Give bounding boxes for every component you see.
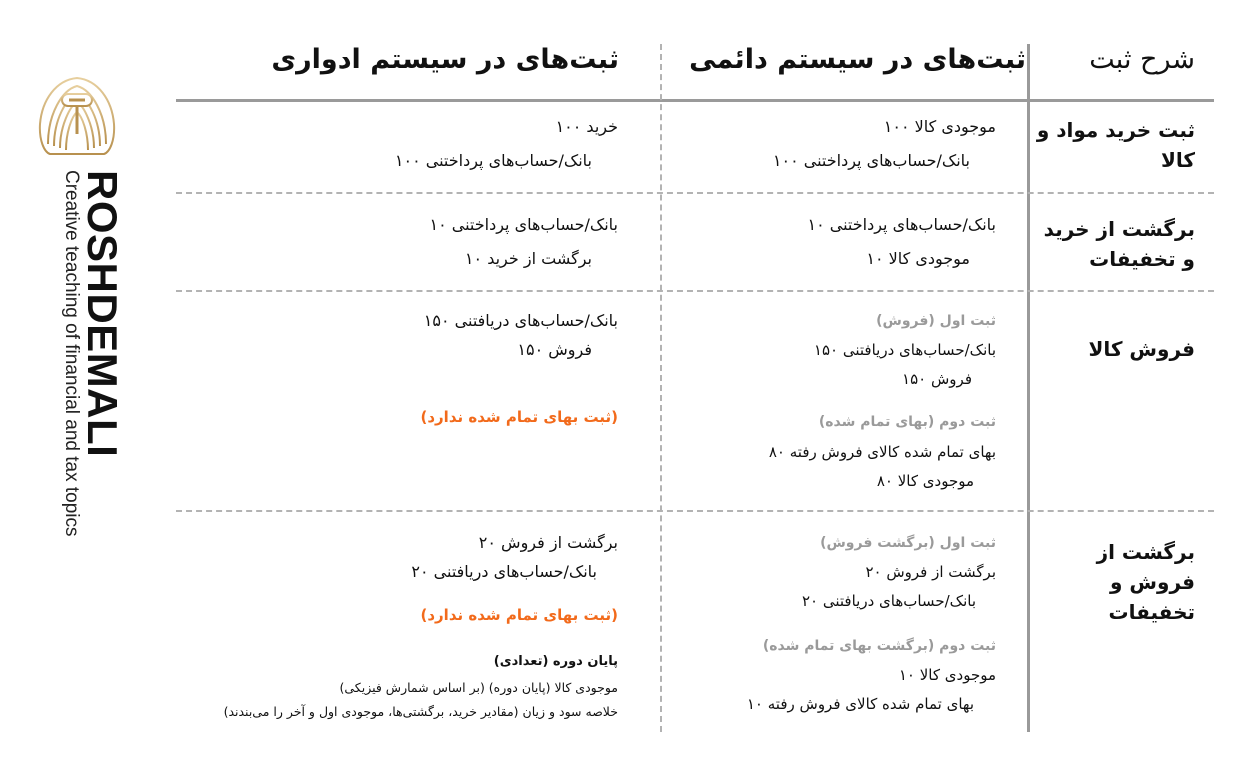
perpetual-subheading: ثبت دوم (برگشت بهای تمام شده)	[762, 638, 996, 654]
header-divider	[176, 99, 1214, 102]
column-divider-systems	[660, 44, 662, 732]
perpetual-line: بانک/حساب‌های دریافتنی ۱۵۰	[813, 341, 996, 359]
perpetual-line: بانک/حساب‌های پرداختنی ۱۰	[807, 215, 996, 234]
brand-name: ROSHDEMALI	[79, 170, 126, 458]
perpetual-subheading: ثبت دوم (بهای تمام شده)	[818, 414, 996, 430]
perpetual-line: موجودی کالا ۱۰	[866, 249, 970, 268]
row-label-sales: فروش کالا	[1088, 337, 1195, 361]
row-label-sales-return: برگشت از فروش و تخفیفات	[1096, 540, 1195, 624]
row-label-purchase: ثبت خرید مواد و کالا	[1036, 118, 1195, 172]
periodic-line: بانک/حساب‌های پرداختنی ۱۰۰	[394, 151, 592, 170]
periodic-line: بانک/حساب‌های دریافتنی ۱۵۰	[423, 311, 618, 330]
header-description: شرح ثبت	[1089, 44, 1195, 75]
perpetual-line: برگشت از فروش ۲۰	[865, 563, 996, 581]
perpetual-subheading: ثبت اول (فروش)	[876, 313, 996, 329]
roshdemali-logo-icon	[36, 74, 118, 158]
periodic-line: بانک/حساب‌های دریافتنی ۲۰	[411, 562, 597, 581]
perpetual-line: فروش ۱۵۰	[902, 370, 972, 388]
row-divider-2	[176, 290, 1214, 292]
period-end-line: خلاصه سود و زیان (مقادیر خرید، برگشتی‌ها، موجودی اول و آخر را می‌بندند)	[223, 704, 618, 719]
period-end-heading: پایان دوره (تعدادی)	[493, 654, 618, 669]
no-cogs-note: (ثبت بهای تمام شده ندارد)	[420, 606, 618, 624]
periodic-line: خرید ۱۰۰	[555, 117, 618, 136]
column-divider-description	[1027, 44, 1030, 732]
header-periodic: ثبت‌های در سیستم ادواری	[271, 44, 619, 75]
header-perpetual: ثبت‌های در سیستم دائمی	[689, 44, 1026, 75]
perpetual-line: بانک/حساب‌های دریافتنی ۲۰	[801, 592, 976, 610]
perpetual-line: بهای تمام شده کالای فروش رفته ۸۰	[768, 443, 996, 461]
perpetual-line: موجودی کالا ۱۰	[898, 666, 996, 684]
perpetual-line: بانک/حساب‌های پرداختنی ۱۰۰	[772, 151, 970, 170]
perpetual-line: بهای تمام شده کالای فروش رفته ۱۰	[746, 695, 974, 713]
row-divider-3	[176, 510, 1214, 512]
period-end-line: موجودی کالا (پایان دوره) (بر اساس شمارش فیزیکی)	[339, 680, 618, 695]
periodic-line: برگشت از فروش ۲۰	[478, 533, 618, 552]
periodic-line: برگشت از خرید ۱۰	[464, 249, 592, 268]
brand-vertical	[36, 170, 126, 570]
no-cogs-note: (ثبت بهای تمام شده ندارد)	[420, 408, 618, 426]
perpetual-line: موجودی کالا ۱۰۰	[883, 117, 996, 136]
periodic-line: بانک/حساب‌های پرداختنی ۱۰	[429, 215, 618, 234]
row-label-purchase-return: برگشت از خرید و تخفیفات	[1043, 217, 1195, 271]
perpetual-line: موجودی کالا ۸۰	[876, 472, 974, 490]
perpetual-subheading: ثبت اول (برگشت فروش)	[820, 535, 996, 551]
brand-tagline: Creative teaching of financial and tax topics	[61, 170, 82, 537]
periodic-line: فروش ۱۵۰	[517, 340, 592, 359]
row-divider-1	[176, 192, 1214, 194]
